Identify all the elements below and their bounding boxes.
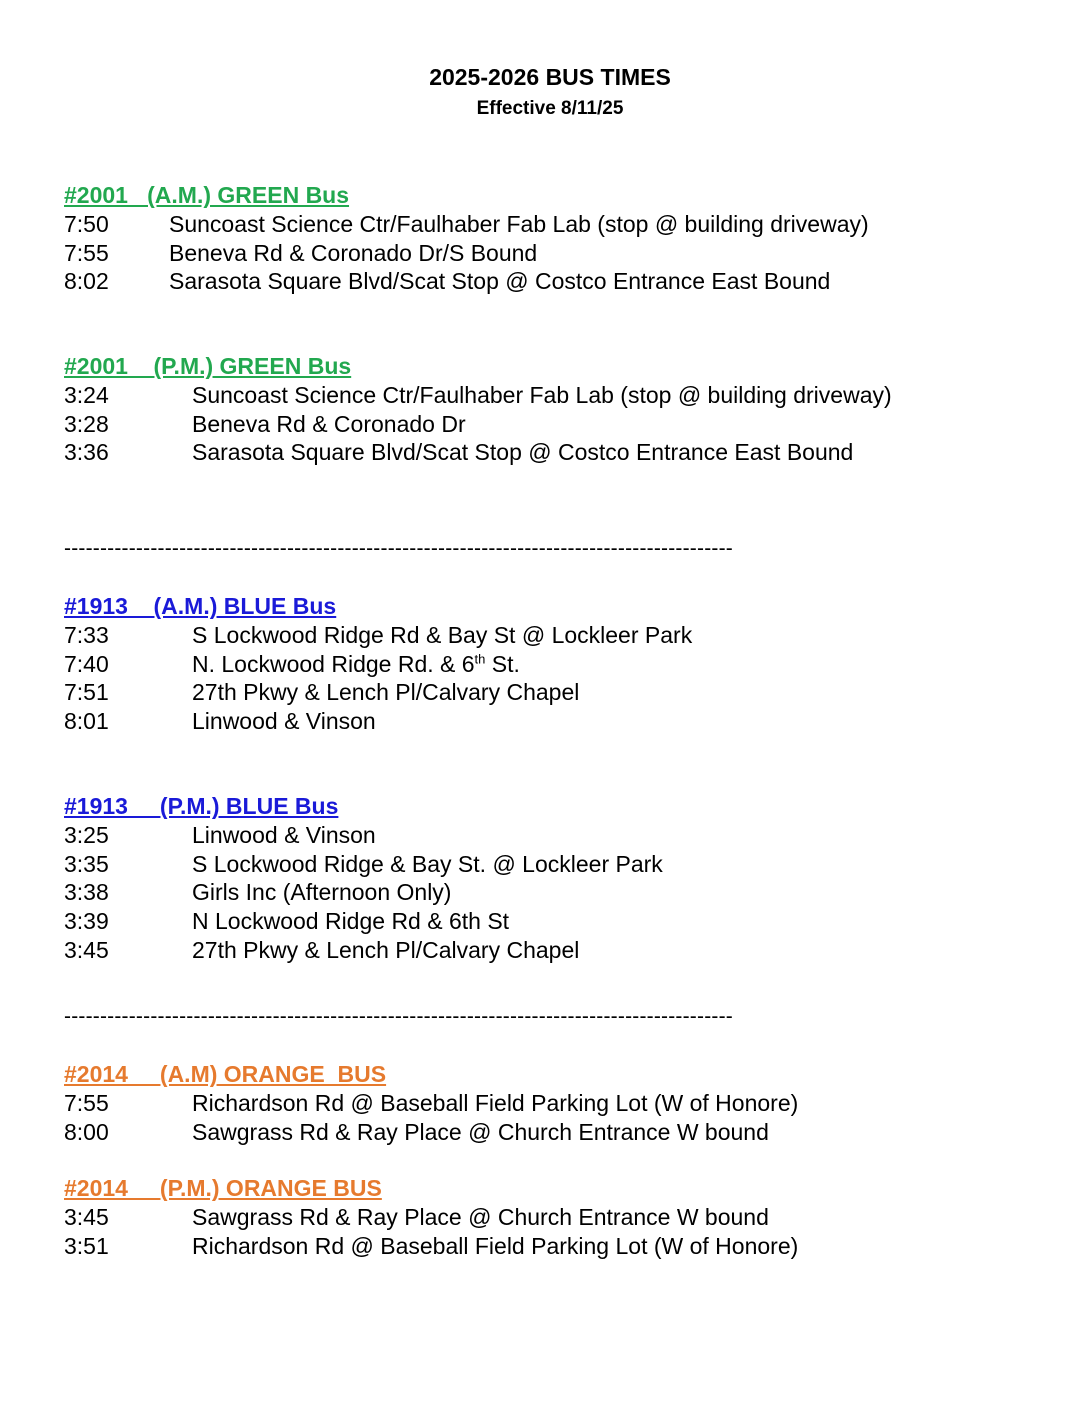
ordinal-suffix: th	[474, 651, 486, 667]
stop-location: Richardson Rd @ Baseball Field Parking Lot (W of Honore)	[192, 1232, 799, 1259]
stop-time: 3:36	[64, 439, 109, 466]
stop-row	[64, 267, 831, 296]
stop-row	[64, 239, 538, 268]
section-blue-am	[64, 592, 693, 736]
stop-time: 3:24	[64, 382, 109, 408]
stop-row	[64, 878, 452, 907]
stop-location: Beneva Rd & Coronado Dr	[192, 410, 466, 437]
stop-row	[64, 381, 892, 410]
heading-green-pm: #2001 (P.M.) GREEN Bus	[64, 353, 352, 379]
stop-time: 7:40	[64, 650, 109, 677]
stop-location: S Lockwood Ridge Rd & Bay St @ Lockleer Park	[192, 622, 693, 648]
stop-row	[64, 907, 510, 936]
stop-row	[64, 821, 376, 850]
stop-row	[64, 707, 376, 736]
stop-time: 3:45	[64, 1204, 109, 1230]
heading-blue-pm: #1913 (P.M.) BLUE Bus	[64, 793, 339, 819]
heading-orange-am: #2014 (A.M) ORANGE BUS	[64, 1061, 387, 1087]
stop-location: Linwood & Vinson	[192, 822, 376, 848]
stop-time: 8:01	[64, 708, 109, 735]
stop-row	[64, 678, 580, 707]
divider-line: ---------------------------------------------------------------------------------------------	[64, 1005, 733, 1028]
stop-time: 8:00	[64, 1118, 109, 1145]
stop-time: 3:39	[64, 908, 109, 935]
stop-location: Suncoast Science Ctr/Faulhaber Fab Lab (stop @ building driveway)	[192, 382, 892, 408]
divider-line: ---------------------------------------------------------------------------------------------	[64, 537, 733, 560]
stop-location: Sarasota Square Blvd/Scat Stop @ Costco Entrance East Bound	[169, 268, 831, 295]
stop-time: 3:38	[64, 879, 109, 906]
heading-green-am: #2001 (A.M.) GREEN Bus	[64, 182, 350, 208]
stop-time: 7:51	[64, 679, 109, 706]
stop-row	[64, 210, 869, 239]
section-orange-am	[64, 1060, 799, 1146]
stop-location: S Lockwood Ridge & Bay St. @ Lockleer Park	[192, 850, 663, 877]
stop-location	[192, 650, 520, 679]
stop-row	[64, 621, 693, 650]
stop-time: 3:25	[64, 822, 109, 848]
section-blue-pm	[64, 792, 663, 964]
stop-time: 3:28	[64, 410, 109, 437]
stop-location: Suncoast Science Ctr/Faulhaber Fab Lab (stop @ building driveway)	[169, 211, 869, 237]
stop-row	[64, 438, 854, 467]
section-green-pm	[64, 352, 892, 467]
heading-orange-pm: #2014 (P.M.) ORANGE BUS	[64, 1175, 382, 1201]
stop-location: N Lockwood Ridge Rd & 6th St	[192, 908, 510, 935]
stop-row	[64, 650, 520, 679]
stop-location: Beneva Rd & Coronado Dr/S Bound	[169, 239, 538, 266]
stop-location: Sawgrass Rd & Ray Place @ Church Entrance W bound	[192, 1118, 769, 1145]
stop-location: 27th Pkwy & Lench Pl/Calvary Chapel	[192, 679, 580, 706]
stop-location-text: St.	[485, 650, 520, 677]
stop-row	[64, 1089, 799, 1118]
stop-row	[64, 410, 466, 439]
page-title: 2025-2026 BUS TIMES	[429, 64, 671, 90]
stop-location: Linwood & Vinson	[192, 708, 376, 735]
stop-location-text: N. Lockwood Ridge Rd. & 6	[192, 650, 475, 677]
stop-time: 3:51	[64, 1232, 109, 1259]
stop-row	[64, 1203, 769, 1232]
effective-date: Effective 8/11/25	[476, 98, 624, 119]
stop-row	[64, 1118, 769, 1147]
stop-time: 3:35	[64, 850, 109, 877]
stop-location: Sarasota Square Blvd/Scat Stop @ Costco Entrance East Bound	[192, 439, 854, 466]
stop-time: 7:33	[64, 622, 109, 648]
stop-time: 8:02	[64, 268, 109, 295]
stop-time: 7:50	[64, 211, 109, 237]
stop-row	[64, 1232, 799, 1261]
stop-location: Girls Inc (Afternoon Only)	[192, 879, 452, 906]
section-orange-pm	[64, 1174, 799, 1260]
stop-row	[64, 936, 580, 965]
stop-location: Richardson Rd @ Baseball Field Parking Lot (W of Honore)	[192, 1090, 799, 1116]
section-green-am	[64, 181, 869, 296]
stop-time: 3:45	[64, 936, 109, 963]
stop-location: Sawgrass Rd & Ray Place @ Church Entrance W bound	[192, 1204, 769, 1230]
stop-time: 7:55	[64, 1090, 109, 1116]
stop-time: 7:55	[64, 239, 109, 266]
stop-row	[64, 850, 663, 879]
stop-location: 27th Pkwy & Lench Pl/Calvary Chapel	[192, 936, 580, 963]
heading-blue-am: #1913 (A.M.) BLUE Bus	[64, 593, 337, 619]
